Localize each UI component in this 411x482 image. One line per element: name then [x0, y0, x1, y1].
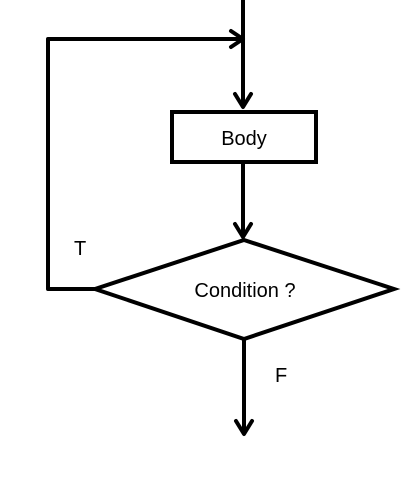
body-label: Body — [221, 128, 267, 150]
condition-label: Condition ? — [194, 280, 296, 302]
false-branch-label: F — [275, 365, 288, 387]
true-branch-label: T — [74, 238, 87, 260]
